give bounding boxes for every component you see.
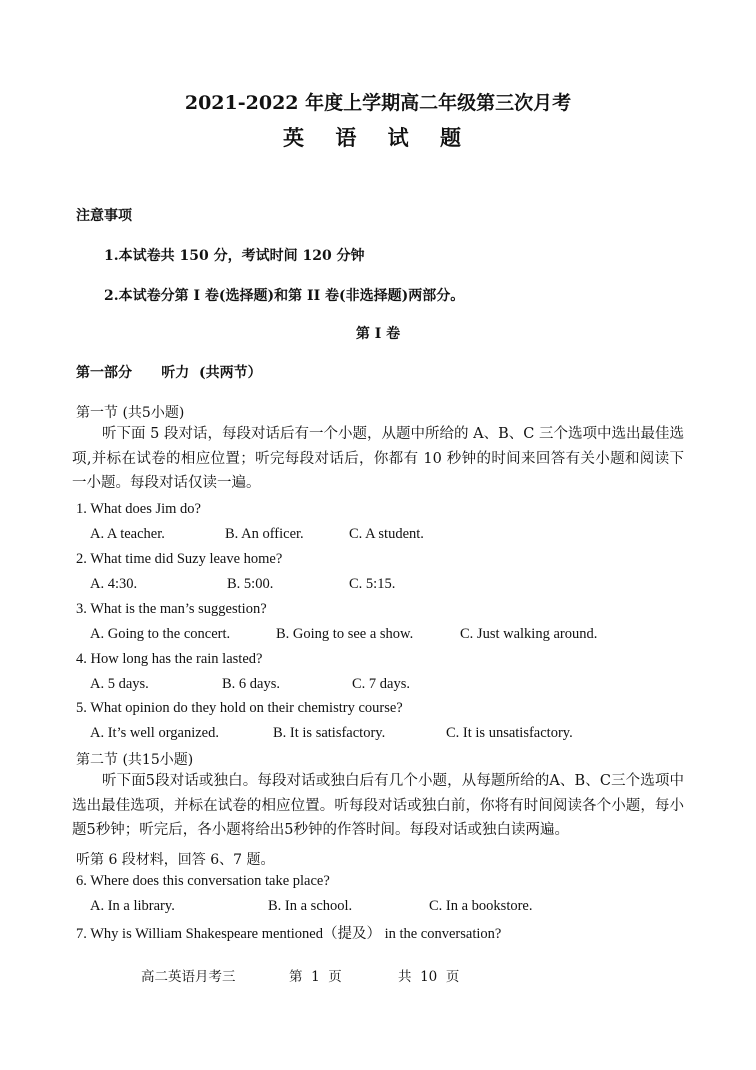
q1-option-c: C. A student. [349,526,424,542]
notice-item-2: 2.本试卷分第 I 卷(选择题)和第 II 卷(非选择题)两部分。 [104,288,465,304]
q6-option-c: C. In a bookstore. [429,898,533,914]
q3-option-a: A. Going to the concert. [90,626,231,642]
notice-heading: 注意事项 [76,208,132,224]
question-5: 5. What opinion do they hold on their chemistry course? [76,700,403,716]
q6-option-b: B. In a school. [268,898,353,914]
q4-option-b: B. 6 days. [222,676,280,692]
q5-option-b: B. It is satisfactory. [273,725,386,741]
page-title: 2021-2022 年度上学期高二年级第三次月考 [184,92,572,114]
part1-heading: 第一部分 听力 (共两节） [76,365,262,381]
question-7: 7. Why is William Shakespeare mentioned（提及） in the conversation? [76,926,502,942]
section2-material: 听第 6 段材料，回答 6、7 题。 [76,852,275,868]
q5-option-a: A. It’s well organized. [90,725,219,741]
footer-course: 高二英语月考三 [141,969,236,985]
question-4: 4. How long has the rain lasted? [76,651,263,667]
question-3: 3. What is the man’s suggestion? [76,601,267,617]
q1-option-a: A. A teacher. [90,526,165,542]
q2-option-b: B. 5:00. [227,576,274,592]
q2-option-c: C. 5:15. [349,576,396,592]
section2-heading: 第二节 (共15小题) [76,752,194,768]
q3-option-b: B. Going to see a show. [276,626,414,642]
q3-option-c: C. Just walking around. [460,626,598,642]
notice-item-1: 1.本试卷共 150 分，考试时间 120 分钟 [104,248,365,264]
q4-option-c: C. 7 days. [352,676,410,692]
q4-option-a: A. 5 days. [90,676,149,692]
footer-total-pages: 共 10 页 [398,969,460,985]
section1-heading: 第一节 (共5小题) [76,405,185,421]
q5-option-c: C. It is unsatisfactory. [446,725,573,741]
q1-option-b: B. An officer. [225,526,304,542]
question-6: 6. Where does this conversation take place? [76,873,330,889]
volume-heading: 第 I 卷 [355,326,401,342]
footer-page-number: 第 1 页 [289,969,342,985]
question-2: 2. What time did Suzy leave home? [76,551,283,567]
q6-option-a: A. In a library. [90,898,175,914]
q2-option-a: A. 4:30. [90,576,138,592]
section1-instructions: 听下面 5 段对话，每段对话后有一个小题，从题中所给的 A、B、C 三个选项中选出最佳选项,并标在试卷的相应位置；听完每段对话后，你都有 10 秒钟的时间来回答有关小题和阅读下一小题。每段对话仅读一遍。 [72,426,684,491]
question-1: 1. What does Jim do? [76,501,201,517]
section2-instructions: 听下面5段对话或独白。每段对话或独白后有几个小题，从每题所给的A、B、C三个选项中选出最佳选项，并标在试卷的相应位置。听每段对话或独白前，你将有时间阅读各个小题，每小题5秒钟；听完后，各小题将给出5秒钟的作答时间。每段对话或独白读两遍。 [72,773,684,838]
subject-title: 英 语 试 题 [283,125,473,150]
